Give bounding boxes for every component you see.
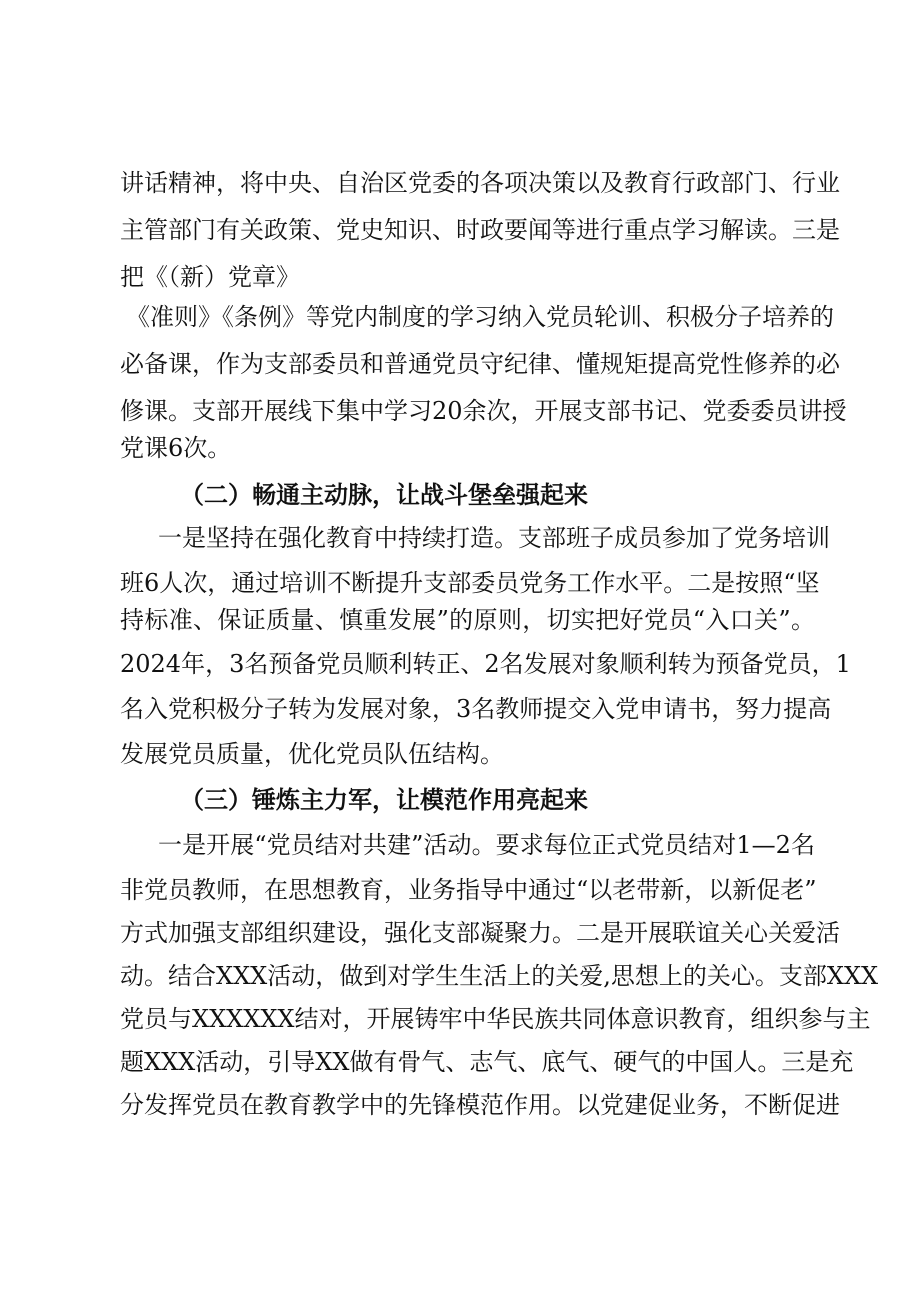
paragraph-2-line-5: 名入党积极分子转为发展对象，3名教师提交入党申请书，努力提高 [120, 695, 832, 723]
paragraph-2-line-2: 班6人次，通过培训不断提升支部委员党务工作水平。二是按照“坚 [120, 569, 820, 597]
paragraph-3-line-1: 一是开展“党员结对共建”活动。要求每位正式党员结对1—2名 [158, 831, 815, 859]
paragraph-1-line-5: 必备课，作为支部委员和普通党员守纪律、懂规矩提高党性修养的必 [120, 350, 840, 378]
paragraph-3-line-2: 非党员教师，在思想教育，业务指导中通过“以老带新，以新促老” [120, 876, 817, 904]
paragraph-3-line-6: 题XXX活动，引导XX做有骨气、志气、底气、硬气的中国人。三是充 [120, 1048, 854, 1076]
paragraph-2-line-3: 持标准、保证质量、慎重发展”的原则，切实把好党员“入口关”。 [120, 606, 815, 634]
paragraph-2-line-4: 2024年，3名预备党员顺利转正、2名发展对象顺利转为预备党员，1 [120, 650, 851, 678]
paragraph-1-line-1: 讲话精神，将中央、自治区党委的各项决策以及教育行政部门、行业 [120, 169, 840, 197]
section-heading-2: （二）畅通主动脉，让战斗堡垒强起来 [180, 480, 588, 509]
paragraph-3-line-3: 方式加强支部组织建设，强化支部凝聚力。二是开展联谊关心关爱活 [120, 919, 840, 947]
paragraph-1-line-2: 主管部门有关政策、党史知识、时政要闻等进行重点学习解读。三是 [120, 216, 840, 244]
paragraph-2-line-1: 一是坚持在强化教育中持续打造。支部班子成员参加了党务培训 [158, 524, 830, 552]
paragraph-3-line-4: 动。结合XXX活动，做到对学生生活上的关爱,思想上的关心。支部XXX [120, 962, 879, 990]
paragraph-1-line-3: 把《（新）党章》 [120, 263, 300, 291]
paragraph-1-line-6: 修课。支部开展线下集中学习20余次，开展支部书记、党委委员讲授 [120, 397, 847, 425]
section-heading-3: （三）锤炼主力军，让模范作用亮起来 [180, 785, 588, 814]
paragraph-1-line-4: 《准则》《条例》等党内制度的学习纳入党员轮训、积极分子培养的 [126, 303, 834, 331]
paragraph-3-line-5: 党员与XXXXXX结对，开展铸牢中华民族共同体意识教育，组织参与主 [120, 1005, 871, 1033]
paragraph-1-line-7: 党课6次。 [120, 434, 232, 462]
paragraph-2-line-6: 发展党员质量，优化党员队伍结构。 [120, 740, 504, 768]
paragraph-3-line-7: 分发挥党员在教育教学中的先锋模范作用。以党建促业务，不断促进 [120, 1091, 840, 1119]
